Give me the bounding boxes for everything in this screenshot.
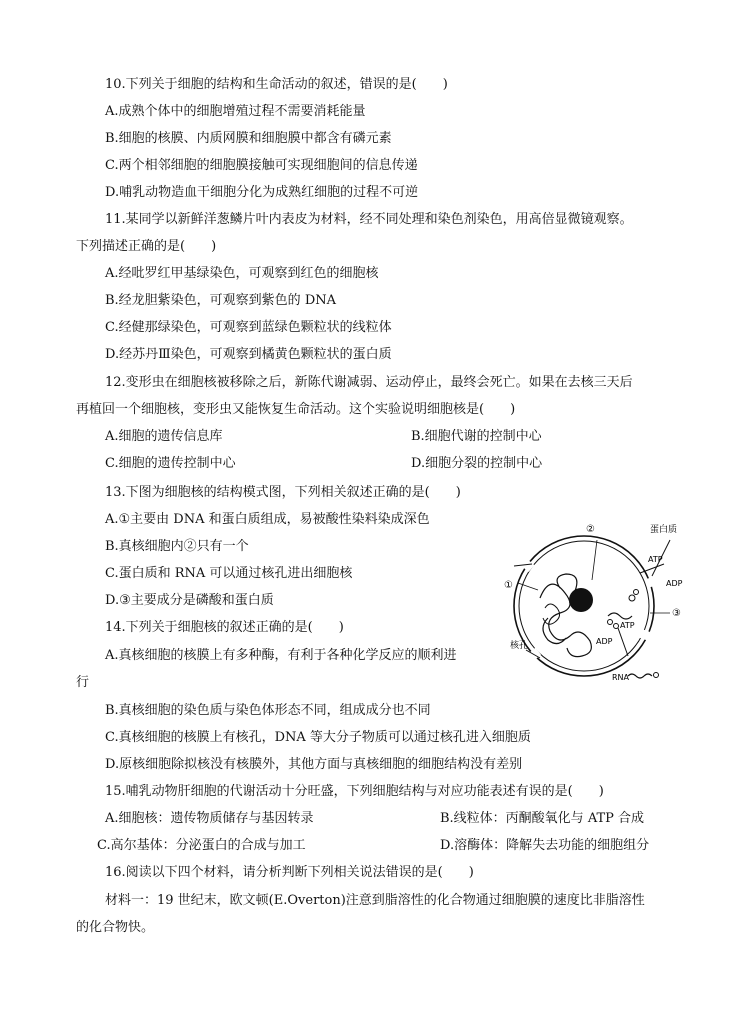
q16-material1-line2: 的化合物快。 <box>76 920 155 935</box>
q15-option-b: B.线粒体：丙酮酸氧化与 ATP 合成 <box>440 811 645 826</box>
nucleus-structure-figure <box>500 518 700 690</box>
q12-stem-line1: 12.变形虫在细胞核被移除之后，新陈代谢减弱、运动停止，最终会死亡。如果在去核三天后 <box>105 375 633 390</box>
q15-option-d: D.溶酶体：降解失去功能的细胞组分 <box>440 838 650 853</box>
q11-stem-line2: 下列描述正确的是( ) <box>76 239 217 254</box>
figure-label-atp-bottom: ATP <box>620 621 635 630</box>
figure-label-protein: 蛋白质 <box>650 525 678 535</box>
q15-stem: 15.哺乳动物肝细胞的代谢活动十分旺盛，下列细胞结构与对应功能表述有误的是( ) <box>105 784 604 799</box>
figure-label-atp-top: ATP <box>648 555 663 564</box>
q12-option-b: B.细胞代谢的控制中心 <box>411 429 542 444</box>
q10-option-a: A.成熟个体中的细胞增殖过程不需要消耗能量 <box>105 104 366 119</box>
q14-option-c: C.真核细胞的核膜上有核孔，DNA 等大分子物质可以通过核孔进入细胞质 <box>105 730 531 745</box>
q11-option-a: A.经吡罗红甲基绿染色，可观察到红色的细胞核 <box>105 266 379 281</box>
q12-option-d: D.细胞分裂的控制中心 <box>411 456 543 471</box>
figure-label-1: ① <box>504 580 513 591</box>
q12-option-c: C.细胞的遗传控制中心 <box>105 456 236 471</box>
q16-stem: 16.阅读以下四个材料，请分析判断下列相关说法错误的是( ) <box>105 865 474 880</box>
q14-option-a-line1: A.真核细胞的核膜上有多种酶，有利于各种化学反应的顺利进 <box>105 648 457 663</box>
figure-label-pore: 核孔 <box>510 641 529 651</box>
q14-option-a-line2: 行 <box>76 675 90 690</box>
q14-option-b: B.真核细胞的染色质与染色体形态不同，组成成分也不同 <box>105 703 431 718</box>
figure-label-2: ② <box>586 524 595 535</box>
q10-option-c: C.两个相邻细胞的细胞膜接触可实现细胞间的信息传递 <box>105 158 418 173</box>
q11-option-b: B.经龙胆紫染色，可观察到紫色的 DNA <box>105 293 337 308</box>
figure-label-rna: RNA <box>612 673 630 682</box>
figure-label-adp-right: ADP <box>666 579 683 588</box>
q11-option-c: C.经健那绿染色，可观察到蓝绿色颗粒状的线粒体 <box>105 320 392 335</box>
q11-stem-line1: 11.某同学以新鲜洋葱鳞片叶内表皮为材料，经不同处理和染色剂染色，用高倍显微镜观察。 <box>105 212 633 227</box>
q13-option-d: D.③主要成分是磷酸和蛋白质 <box>105 593 274 608</box>
q10-option-d: D.哺乳动物造血干细胞分化为成熟红细胞的过程不可逆 <box>105 185 419 200</box>
figure-label-adp-bottom: ADP <box>596 637 613 646</box>
q14-option-d: D.原核细胞除拟核没有核膜外，其他方面与真核细胞的细胞结构没有差别 <box>105 757 523 772</box>
q12-stem-line2: 再植回一个细胞核，变形虫又能恢复生命活动。这个实验说明细胞核是( ) <box>76 402 516 417</box>
q13-option-b: B.真核细胞内②只有一个 <box>105 539 249 554</box>
q15-option-a: A.细胞核：遗传物质储存与基因转录 <box>105 811 314 826</box>
q13-option-a: A.①主要由 DNA 和蛋白质组成，易被酸性染料染成深色 <box>105 512 430 527</box>
q15-option-c: C.高尔基体：分泌蛋白的合成与加工 <box>97 838 306 853</box>
q10-stem: 10.下列关于细胞的结构和生命活动的叙述，错误的是( ) <box>105 77 448 92</box>
q12-option-a: A.细胞的遗传信息库 <box>105 429 223 444</box>
q13-stem: 13.下图为细胞核的结构模式图，下列相关叙述正确的是( ) <box>105 485 461 500</box>
figure-label-3: ③ <box>672 608 681 619</box>
q10-option-b: B.细胞的核膜、内质网膜和细胞膜中都含有磷元素 <box>105 131 392 146</box>
q14-stem: 14.下列关于细胞核的叙述正确的是( ) <box>105 620 344 635</box>
chromatin <box>540 574 591 657</box>
nucleolus <box>569 588 593 612</box>
q16-material1-line1: 材料一：19 世纪末，欧文顿(E.Overton)注意到脂溶性的化合物通过细胞膜的速度比非脂溶性 <box>105 893 645 908</box>
q13-option-c: C.蛋白质和 RNA 可以通过核孔进出细胞核 <box>105 566 353 581</box>
q11-option-d: D.经苏丹Ⅲ染色，可观察到橘黄色颗粒状的蛋白质 <box>105 347 392 362</box>
